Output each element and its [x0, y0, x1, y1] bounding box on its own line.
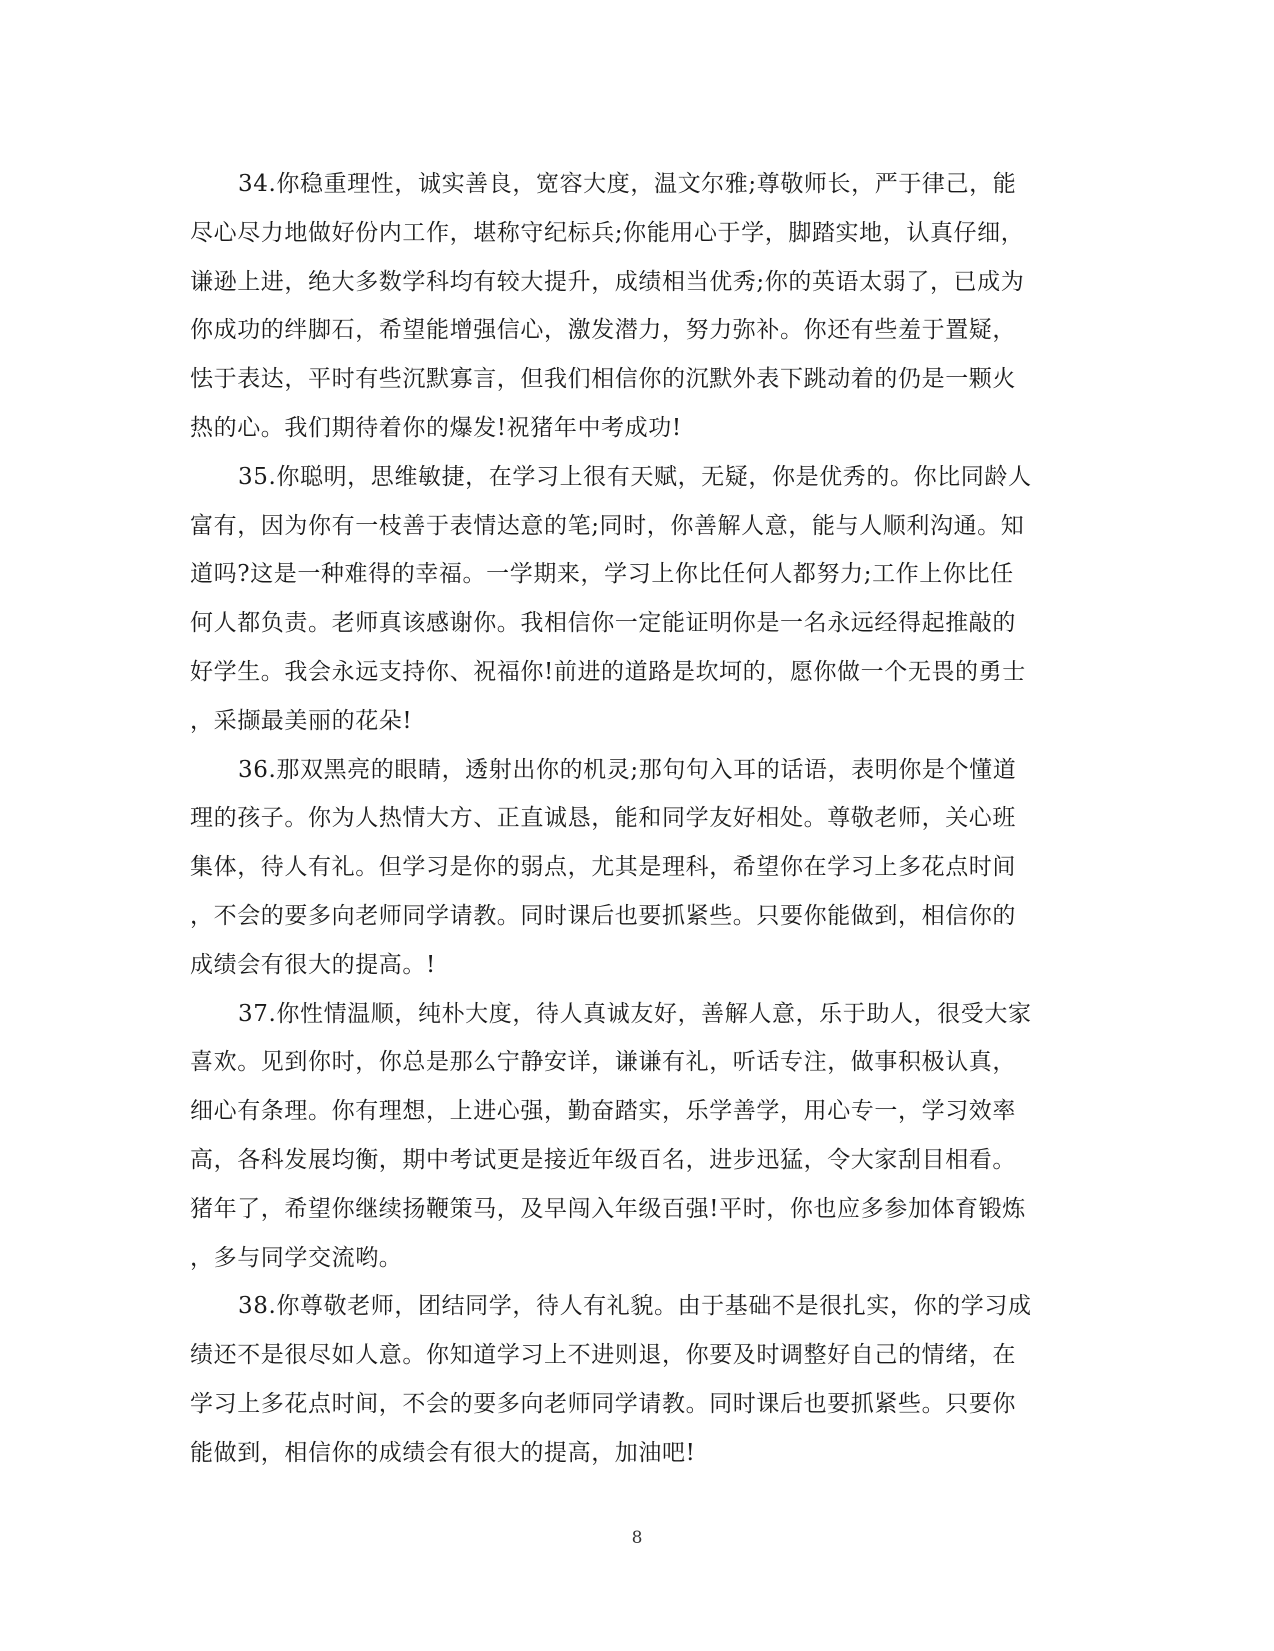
- text-line: ，多与同学交流哟。: [190, 1244, 403, 1271]
- text-line: 能做到，相信你的成绩会有很大的提高，加油吧!: [190, 1439, 696, 1466]
- text-line: 富有，因为你有一枝善于表情达意的笔;同时，你善解人意，能与人顺利沟通。知: [190, 512, 1025, 539]
- text-line: 38.你尊敬老师，团结同学，待人有礼貌。由于基础不是很扎实，你的学习成: [238, 1293, 1032, 1320]
- text-line: 理的孩子。你为人热情大方、正直诚恳，能和同学友好相处。尊敬老师，关心班: [190, 805, 1016, 832]
- text-line: 绩还不是很尽如人意。你知道学习上不进则退，你要及时调整好自己的情绪，在: [190, 1342, 1016, 1369]
- text-line: 学习上多花点时间，不会的要多向老师同学请教。同时课后也要抓紧些。只要你: [190, 1390, 1016, 1417]
- text-line: 高，各科发展均衡，期中考试更是接近年级百名，进步迅猛，令大家刮目相看。: [190, 1146, 1016, 1173]
- paragraph-37: [190, 990, 1080, 1283]
- text-line: 成绩会有很大的提高。!: [190, 951, 436, 978]
- text-line: 37.你性情温顺，纯朴大度，待人真诚友好，善解人意，乐于助人，很受大家: [238, 1000, 1032, 1027]
- text-line: ，不会的要多向老师同学请教。同时课后也要抓紧些。只要你能做到，相信你的: [190, 902, 1016, 929]
- text-line: 怯于表达，平时有些沉默寡言，但我们相信你的沉默外表下跳动着的仍是一颗火: [190, 366, 1016, 393]
- text-line: 好学生。我会永远支持你、祝福你!前进的道路是坎坷的，愿你做一个无畏的勇士: [190, 658, 1026, 685]
- text-line: 35.你聪明，思维敏捷，在学习上很有天赋，无疑，你是优秀的。你比同龄人: [238, 463, 1032, 490]
- text-line: 尽心尽力地做好份内工作，堪称守纪标兵;你能用心于学，脚踏实地，认真仔细，: [190, 219, 1025, 246]
- text-line: 你成功的绊脚石，希望能增强信心，激发潜力，努力弥补。你还有些羞于置疑，: [190, 317, 1016, 344]
- text-line: 集体，待人有礼。但学习是你的弱点，尤其是理科，希望你在学习上多花点时间: [190, 854, 1016, 881]
- text-line: 何人都负责。老师真该感谢你。我相信你一定能证明你是一名永远经得起推敲的: [190, 610, 1016, 637]
- text-line: 36.那双黑亮的眼睛，透射出你的机灵;那句句入耳的话语，表明你是个懂道: [238, 756, 1017, 783]
- document-body: [190, 160, 1080, 1478]
- text-line: 喜欢。见到你时，你总是那么宁静安详，谦谦有礼，听话专注，做事积极认真，: [190, 1049, 1016, 1076]
- text-line: 谦逊上进，绝大多数学科均有较大提升，成绩相当优秀;你的英语太弱了，已成为: [190, 268, 1025, 295]
- text-line: 猪年了，希望你继续扬鞭策马，及早闯入年级百强!平时，你也应多参加体育锻炼: [190, 1195, 1026, 1222]
- paragraph-36: [190, 746, 1080, 990]
- page-number: 8: [631, 1528, 643, 1548]
- text-line: 道吗?这是一种难得的幸福。一学期来，学习上你比任何人都努力;工作上你比任: [190, 561, 1014, 588]
- text-line: ，采撷最美丽的花朵!: [190, 707, 413, 734]
- paragraph-34: [190, 160, 1080, 453]
- text-line: 细心有条理。你有理想，上进心强，勤奋踏实，乐学善学，用心专一，学习效率: [190, 1098, 1016, 1125]
- text-line: 34.你稳重理性，诚实善良，宽容大度，温文尔雅;尊敬师长，严于律己，能: [238, 171, 1017, 197]
- paragraph-38: [190, 1282, 1080, 1477]
- text-line: 热的心。我们期待着你的爆发!祝猪年中考成功!: [190, 414, 682, 441]
- paragraph-35: [190, 453, 1080, 746]
